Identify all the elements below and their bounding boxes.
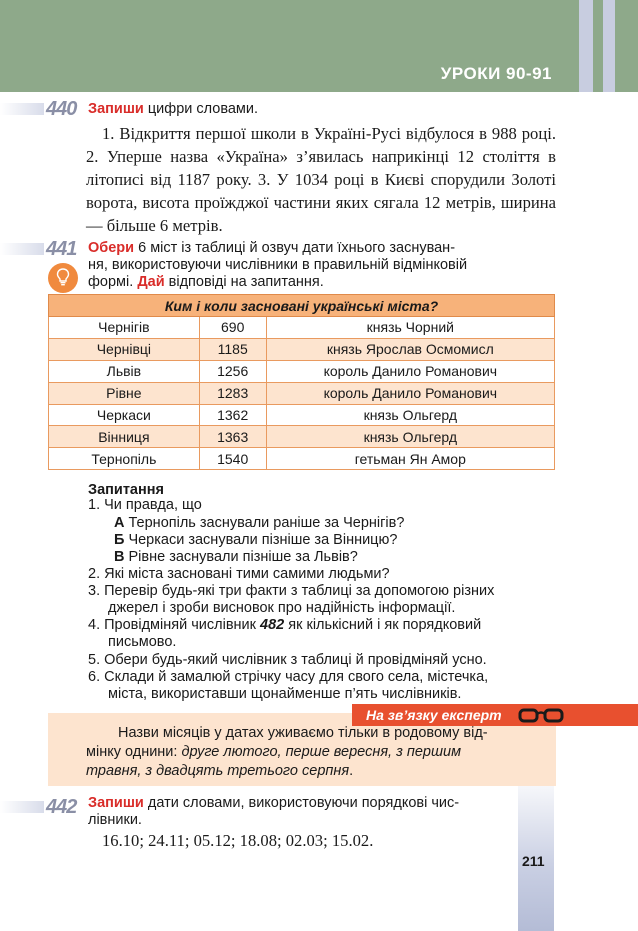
founder-cell: князь Чорний — [266, 317, 554, 339]
founder-cell: гетьман Ян Амор — [266, 448, 554, 470]
question-text: 4. Провідміняй числівник — [88, 617, 261, 633]
city-cell: Рівне — [49, 382, 200, 404]
city-cell: Вінниця — [49, 426, 200, 448]
header-rail-strip — [603, 0, 615, 92]
city-cell: Чернігів — [49, 317, 200, 339]
founder-cell: король Данило Романович — [266, 360, 554, 382]
table-row — [49, 404, 555, 426]
table-row — [49, 382, 555, 404]
table-row — [49, 448, 555, 470]
task-keyword: Обери — [88, 240, 135, 256]
exercise-440-instruction — [88, 100, 258, 119]
question-6-line-1: 6. Склади й замалюй стрічку часу для свого села, містечка, — [88, 669, 489, 685]
city-cell: Тернопіль — [49, 448, 200, 470]
year-cell: 1363 — [199, 426, 266, 448]
task-keyword: Запиши — [88, 795, 144, 811]
question-1: 1. Чи правда, що — [88, 497, 202, 513]
lesson-title: УРОКИ 90-91 — [440, 64, 552, 83]
exercise-441-line-2: ня, використовуючи числівники в правильній відмінковій — [88, 257, 468, 273]
year-cell: 1540 — [199, 448, 266, 470]
expert-example: друге лютого, перше вересня, з першим — [181, 744, 462, 760]
expert-text: . — [349, 763, 354, 779]
exercise-number-440: 440 — [46, 98, 77, 120]
glasses-icon — [518, 707, 566, 725]
option-text: Рівне заснували пізніше за Львів? — [124, 549, 358, 565]
founder-cell: король Данило Романович — [266, 382, 554, 404]
exercise-442-line-2: лівники. — [88, 812, 142, 828]
table-row — [49, 426, 555, 448]
city-cell: Черкаси — [49, 404, 200, 426]
exercise-number-442: 442 — [46, 796, 77, 818]
year-cell: 1362 — [199, 404, 266, 426]
exercise-442-line-1 — [88, 794, 459, 813]
founder-cell: князь Ольгерд — [266, 404, 554, 426]
question-2: 2. Які міста засновані тими самими людьми? — [88, 566, 390, 582]
instruction-text: відповіді на запитання. — [164, 274, 324, 290]
year-cell: 1256 — [199, 360, 266, 382]
option-text: Черкаси заснували пізніше за Вінницю? — [124, 532, 398, 548]
question-text: як кількісний і як порядковий — [284, 617, 482, 633]
instruction-text: 6 міст із таблиці й озвуч дати їхнього заснуван- — [134, 240, 456, 256]
table-title: Ким і коли засновані українські міста? — [49, 295, 555, 317]
table-row — [49, 338, 555, 360]
page-rail — [518, 770, 554, 931]
expert-line-1: Назви місяців у датах уживаємо тільки в родовому від- — [118, 725, 488, 741]
question-3-line-1: 3. Перевір будь-які три факти з таблиці за допомогою різних — [88, 583, 495, 599]
questions-title: Запитання — [88, 482, 164, 498]
expert-line-2 — [86, 743, 526, 762]
dates-list: 16.10; 24.11; 05.12; 18.08; 02.03; 15.02. — [102, 831, 374, 850]
task-keyword: Запиши — [88, 101, 144, 117]
table-row — [49, 360, 555, 382]
option-text: Тернопіль заснували раніше за Чернігів? — [124, 515, 405, 531]
year-cell: 690 — [199, 317, 266, 339]
expert-tab-label: На зв’язку експерт — [366, 707, 502, 723]
instruction-text: формі. — [88, 274, 138, 290]
expert-text: мінку однини: — [86, 744, 182, 760]
option-letter: В — [114, 549, 125, 565]
founder-cell: князь Ярослав Осмомисл — [266, 338, 554, 360]
numeral-482: 482 — [260, 617, 285, 633]
expert-tab — [352, 704, 638, 726]
cities-table — [48, 294, 555, 470]
expert-example: травня, з двадцять третього серпня — [86, 763, 350, 779]
founder-cell: князь Ольгерд — [266, 426, 554, 448]
expert-line-3 — [86, 762, 526, 781]
table-row — [49, 317, 555, 339]
lightbulb-icon — [56, 268, 70, 286]
question-4-line-2: письмово. — [108, 634, 177, 650]
question-6-line-2: міста, використавши щонайменше п’ять числівників. — [108, 686, 462, 702]
city-cell: Львів — [49, 360, 200, 382]
exercise-440-text — [86, 122, 556, 237]
page-number: 211 — [522, 853, 545, 869]
year-cell: 1185 — [199, 338, 266, 360]
city-cell: Чернівці — [49, 338, 200, 360]
option-letter: А — [114, 515, 125, 531]
option-letter: Б — [114, 532, 125, 548]
exercise-440-paragraph: 1. Відкриття першої школи в Україні-Русі відбулося в 988 році. 2. Уперше назва «Україна» з’явилась наприкінці 12 століття в літописі від 1187 року. 3. У 1034 році в Києві спорудили Золоті ворота, висота проїжджої частини яких сягала 12 метрів, ширина — більше 6 метрів. — [86, 124, 556, 235]
instruction-text: дати словами, використовуючи порядкові чис- — [143, 795, 460, 811]
task-keyword: Дай — [137, 274, 165, 290]
question-5: 5. Обери будь-який числівник з таблиці й провідміняй усно. — [88, 652, 487, 668]
header-rail-strip — [579, 0, 593, 92]
lightbulb-badge — [48, 263, 78, 293]
exercise-number-441: 441 — [46, 238, 77, 260]
exercise-441-line-3 — [88, 273, 324, 292]
instruction-text: цифри словами. — [143, 101, 259, 117]
year-cell: 1283 — [199, 382, 266, 404]
question-3-line-2: джерел і зроби висновок про надійність інформації. — [108, 600, 456, 616]
